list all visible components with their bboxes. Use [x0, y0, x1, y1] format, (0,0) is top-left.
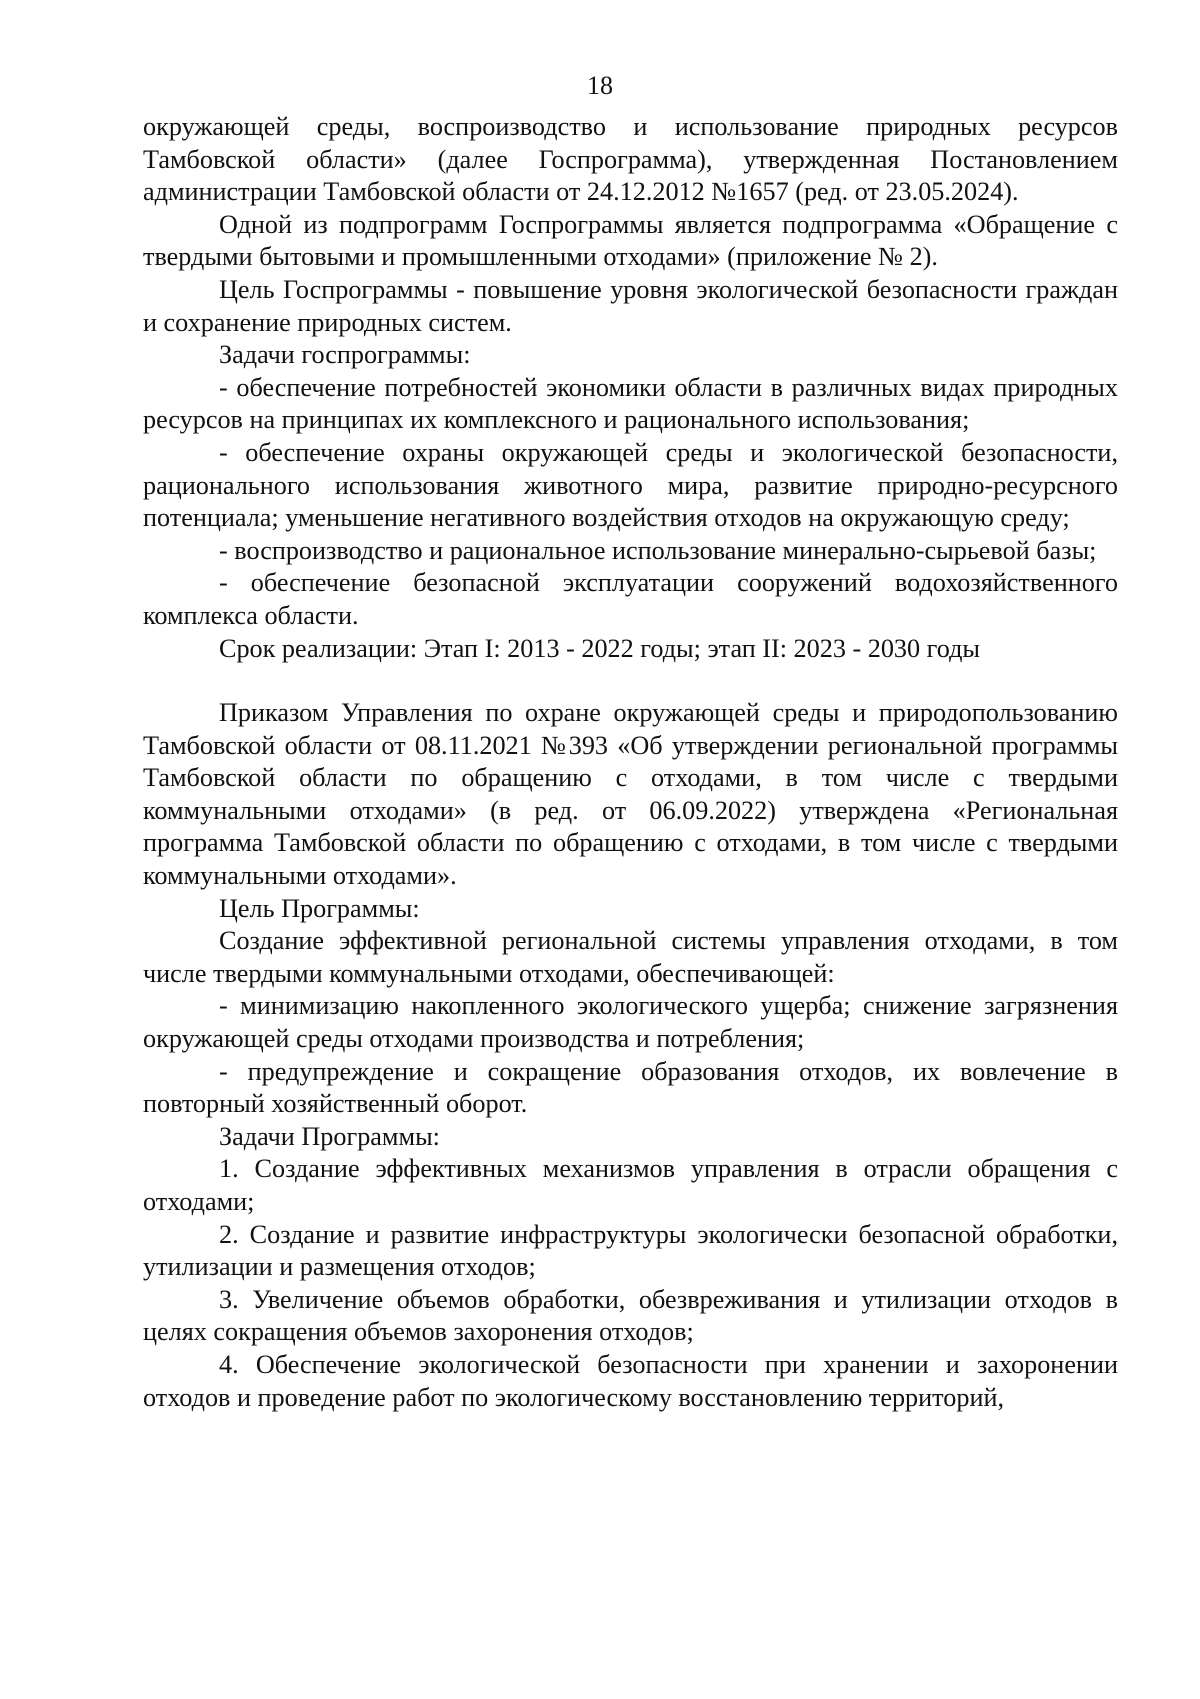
paragraph-program-task-item: 2. Создание и развитие инфраструктуры экологически безопасной обработки, утилизации и размещения отходов; — [143, 1219, 1118, 1282]
paragraph-goal-item: - минимизацию накопленного экологического ущерба; снижение загрязнения окружающей среды отходами производства и потребления; — [143, 991, 1118, 1054]
page-number: 18 — [587, 71, 613, 100]
paragraph-implementation-period: Срок реализации: Этап I: 2013 - 2022 годы; этап II: 2023 - 2030 годы — [219, 633, 981, 663]
paragraph-tasks-heading: Задачи госпрограммы: — [219, 340, 471, 370]
paragraph-program-task-item: 1. Создание эффективных механизмов управления в отрасли обращения с отходами; — [143, 1154, 1118, 1216]
paragraph-task-item: - обеспечение охраны окружающей среды и экологической безопасности, рационального использования животного мира, развитие природно-ресурсного потенциала; уменьшение негативного воздействия отходов на окружающую среду; — [143, 437, 1118, 533]
paragraph-task-item: - воспроизводство и рациональное использование минерально-сырьевой базы; — [219, 535, 1097, 565]
paragraph-program-goal-heading: Цель Программы: — [219, 893, 420, 923]
paragraph-program-goal: Создание эффективной региональной системы управления отходами, в том числе твердыми коммунальными отходами, обеспечивающей: — [143, 926, 1118, 988]
paragraph-task-item: - обеспечение потребностей экономики области в различных видах природных ресурсов на принципах их комплексного и рационального использования; — [143, 372, 1118, 435]
paragraph-task-item: - обеспечение безопасной эксплуатации сооружений водохозяйственного комплекса области. — [143, 568, 1118, 630]
paragraph-order: Приказом Управления по охране окружающей среды и природопользованию Тамбовской области от 08.11.2021 №393 «Об утверждении региональной программы Тамбовской области по обращению с отходами, в том числе с твердыми коммунальными отходами» (в ред. от 06.09.2022) утверждена «Региональная программа Тамбовской области по обращению с отходами, в том числе с твердыми коммунальными отходами». — [143, 698, 1118, 891]
paragraph-subprogram: Одной из подпрограмм Госпрограммы является подпрограмма «Обращение с твердыми бытовыми и промышленными отходами» (приложение № 2). — [143, 209, 1118, 272]
paragraph-goal: Цель Госпрограммы - повышение уровня экологической безопасности граждан и сохранение природных систем. — [143, 274, 1118, 337]
paragraph-program-task-item: 4. Обеспечение экологической безопасности при хранении и захоронении отходов и проведение работ по экологическому восстановлению территорий, — [143, 1349, 1118, 1412]
paragraph-intro-continuation: окружающей среды, воспроизводство и использование природных ресурсов Тамбовской области» (далее Госпрограмма), утвержденная Постановлением администрации Тамбовской области от 24.12.2012 №1657 (ред. от 23.05.2024). — [143, 112, 1118, 207]
paragraph-program-tasks-heading: Задачи Программы: — [219, 1121, 440, 1151]
page-body — [143, 111, 1118, 1414]
paragraph-program-task-item: 3. Увеличение объемов обработки, обезвреживания и утилизации отходов в целях сокращения объемов захоронения отходов; — [143, 1284, 1118, 1347]
paragraph-goal-item: - предупреждение и сокращение образования отходов, их вовлечение в повторный хозяйственный оборот. — [143, 1056, 1118, 1119]
